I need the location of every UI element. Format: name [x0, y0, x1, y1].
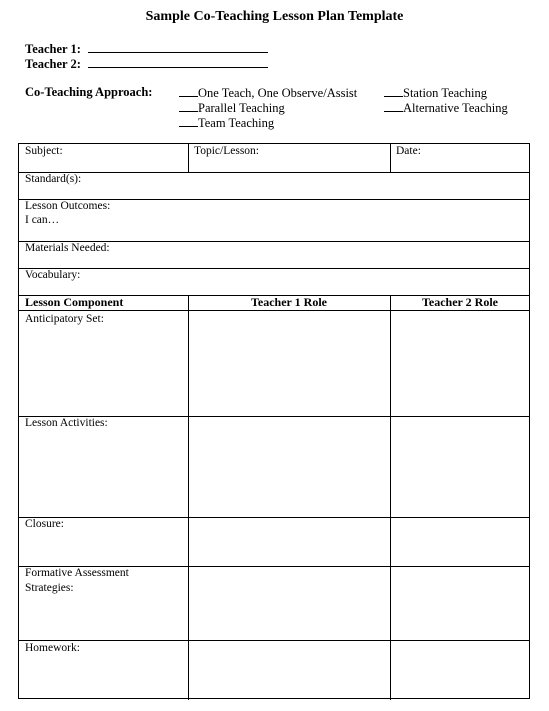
row-divider	[19, 268, 529, 269]
topic-label: Topic/Lesson:	[194, 145, 259, 157]
approach-blank[interactable]	[179, 100, 198, 112]
teacher-1-label: Teacher 1:	[25, 42, 81, 56]
component-label: Lesson Activities:	[25, 417, 108, 429]
subject-label: Subject:	[25, 145, 63, 157]
approach-option-team[interactable]	[179, 115, 274, 131]
header-lesson-component: Lesson Component	[25, 295, 124, 309]
component-label: Closure:	[25, 518, 64, 530]
teacher-2-field[interactable]	[88, 56, 268, 68]
page-title: Sample Co-Teaching Lesson Plan Template	[145, 9, 404, 24]
date-label: Date:	[396, 145, 421, 157]
component-label-line2: Strategies:	[25, 582, 74, 594]
component-label: Formative Assessment	[25, 567, 129, 579]
approach-blank[interactable]	[384, 85, 403, 97]
header-teacher-1-role: Teacher 1 Role	[251, 295, 327, 309]
column-divider	[390, 144, 391, 172]
teacher-2-line	[25, 56, 268, 72]
component-label: Anticipatory Set:	[25, 313, 104, 325]
materials-label: Materials Needed:	[25, 242, 110, 254]
approach-blank[interactable]	[384, 100, 403, 112]
approach-option-label: Team Teaching	[198, 116, 275, 130]
column-divider	[390, 295, 391, 700]
row-divider	[19, 310, 529, 311]
row-divider	[19, 640, 529, 641]
approach-option-alternative[interactable]	[384, 100, 508, 116]
header-teacher-2-role: Teacher 2 Role	[422, 295, 498, 309]
teacher-2-label: Teacher 2:	[25, 57, 81, 71]
approach-option-label: One Teach, One Observe/Assist	[198, 86, 358, 100]
column-divider	[188, 295, 189, 700]
column-divider	[188, 144, 189, 172]
component-label: Homework:	[25, 642, 80, 654]
approach-label: Co-Teaching Approach:	[25, 85, 153, 99]
approach-option-label: Station Teaching	[403, 86, 487, 100]
lesson-plan-table	[18, 143, 530, 699]
row-divider	[19, 517, 529, 518]
approach-option-parallel[interactable]	[179, 100, 285, 116]
row-divider	[19, 172, 529, 173]
teacher-1-line	[25, 41, 268, 57]
teacher-1-field[interactable]	[88, 41, 268, 53]
approach-option-label: Parallel Teaching	[198, 101, 285, 115]
approach-option-one-teach[interactable]	[179, 85, 357, 101]
standards-label: Standard(s):	[25, 173, 82, 185]
vocabulary-label: Vocabulary:	[25, 269, 81, 281]
approach-option-label: Alternative Teaching	[403, 101, 508, 115]
approach-blank[interactable]	[179, 115, 198, 127]
outcomes-prompt: I can…	[25, 214, 60, 226]
outcomes-label: Lesson Outcomes:	[25, 200, 111, 212]
approach-option-station[interactable]	[384, 85, 487, 101]
approach-blank[interactable]	[179, 85, 198, 97]
